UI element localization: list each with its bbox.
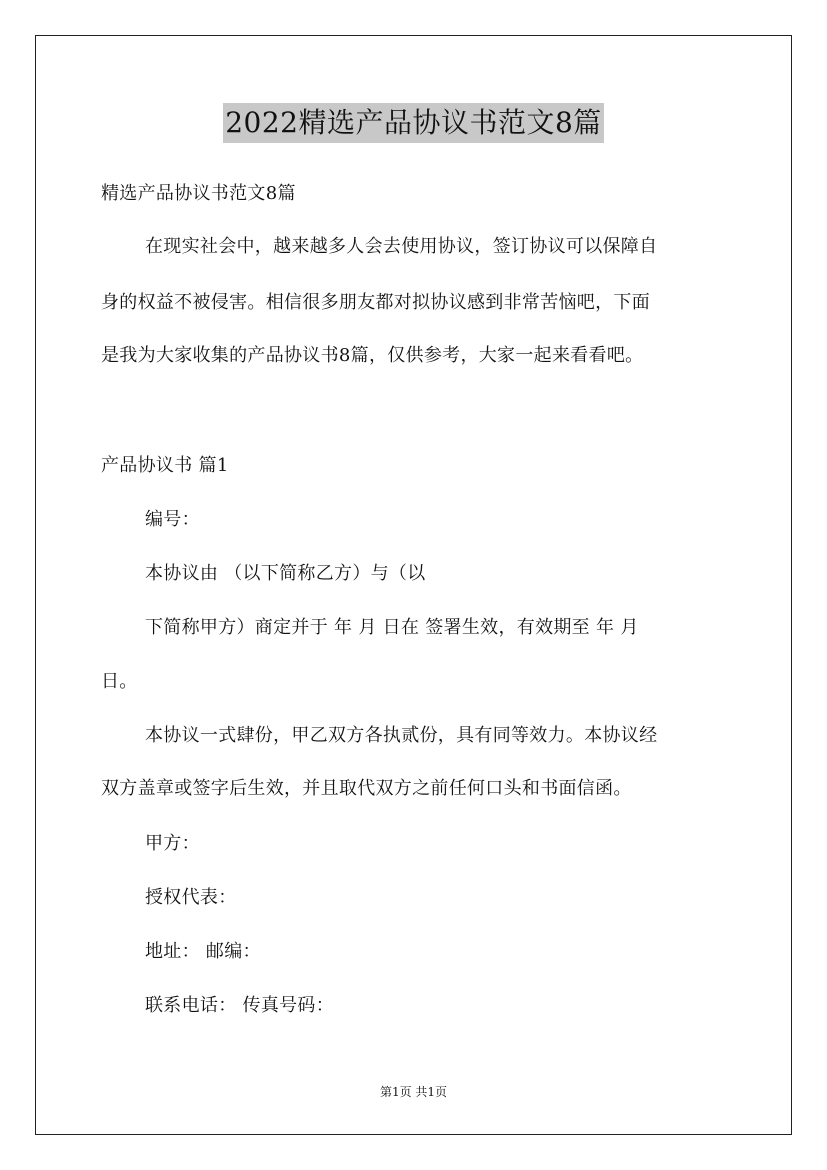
intro-line-1: 在现实社会中，越来越多人会去使用协议，签订协议可以保障自 — [145, 236, 658, 257]
agreement-line-1: 本协议由 （以下简称乙方）与（以 — [145, 563, 426, 584]
agreement-line-2: 下简称甲方）商定并于 年 月 日在 签署生效，有效期至 年 月 — [145, 617, 639, 638]
party-a-label: 甲方： — [145, 833, 200, 854]
intro-line-2: 身的权益不被侵害。相信很多朋友都对拟协议感到非常苦恼吧，下面 — [101, 292, 650, 313]
agreement-line-3: 日。 — [101, 671, 138, 692]
document-title: 2022精选产品协议书范文8篇 — [223, 103, 604, 143]
copies-line-2: 双方盖章或签字后生效，并且取代双方之前任何口头和书面信函。 — [101, 778, 632, 799]
intro-line-3: 是我为大家收集的产品协议书8篇，仅供参考，大家一起来看看吧。 — [101, 345, 644, 366]
page-footer: 第1页 共1页 — [379, 1085, 448, 1099]
subtitle: 精选产品协议书范文8篇 — [101, 183, 296, 204]
phone-label: 联系电话： 传真号码： — [145, 995, 335, 1016]
address-label: 地址： 邮编： — [145, 941, 261, 962]
representative-label: 授权代表： — [145, 887, 237, 908]
title-container — [0, 103, 827, 143]
number-label: 编号： — [145, 509, 200, 530]
copies-line-1: 本协议一式肆份，甲乙双方各执贰份，具有同等效力。本协议经 — [145, 725, 658, 746]
section-heading: 产品协议书 篇1 — [101, 455, 229, 476]
